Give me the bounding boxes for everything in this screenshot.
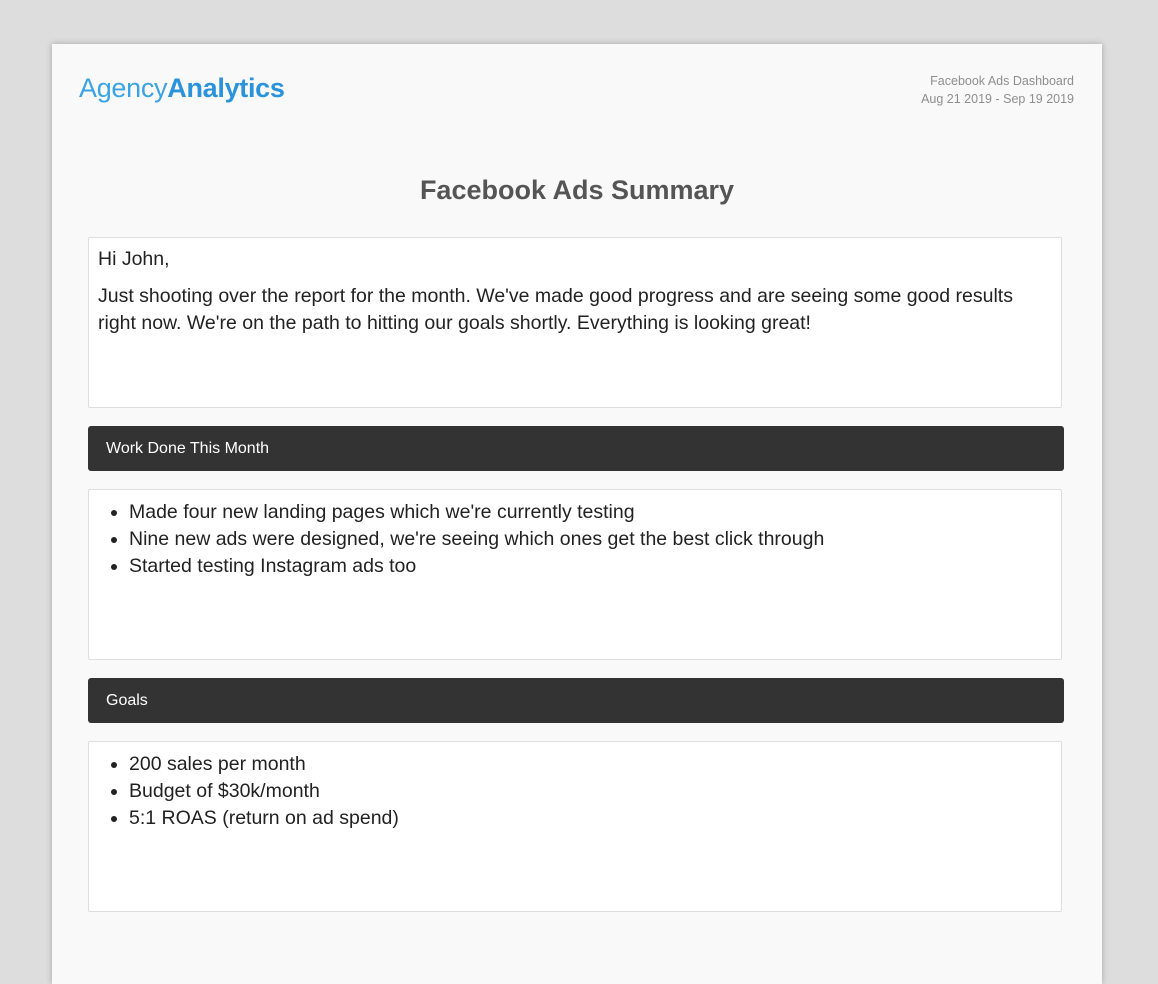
agency-analytics-logo: [79, 72, 285, 104]
date-range: Aug 21 2019 - Sep 19 2019: [921, 92, 1074, 106]
work-done-item-1: • Made four new landing pages which we're currently testing: [129, 499, 1051, 526]
page-title: Facebook Ads Summary: [419, 175, 735, 205]
goal-item-3: • 5:1 ROAS (return on ad spend): [129, 805, 1051, 832]
report-meta: [921, 72, 1074, 108]
logo-light-text: Agency: [79, 73, 168, 103]
report-page: [52, 44, 1102, 984]
work-done-section-header: Work Done This Month: [88, 426, 1064, 471]
goals-text-box[interactable]: [88, 741, 1062, 912]
greeting-text: Hi John,: [98, 248, 170, 270]
summary-message: Just shooting over the report for the month. We've made good progress and are seeing some good results right now. We're on the path to hitting our goals shortly. Everything is looking great!: [98, 285, 1013, 334]
logo-bold-text: Analytics: [167, 73, 285, 103]
summary-text-box[interactable]: [88, 237, 1062, 408]
goals-section-header: Goals: [88, 678, 1064, 723]
dashboard-name: Facebook Ads Dashboard: [930, 74, 1074, 88]
work-done-item-3: • Started testing Instagram ads too: [129, 553, 1051, 580]
work-done-item-2: • Nine new ads were designed, we're seeing which ones get the best click through: [129, 526, 1051, 553]
work-done-list: [99, 499, 1051, 580]
work-done-text-box[interactable]: [88, 489, 1062, 660]
goal-item-2: • Budget of $30k/month: [129, 778, 1051, 805]
goals-list: [99, 751, 1051, 832]
goal-item-1: • 200 sales per month: [129, 751, 1051, 778]
